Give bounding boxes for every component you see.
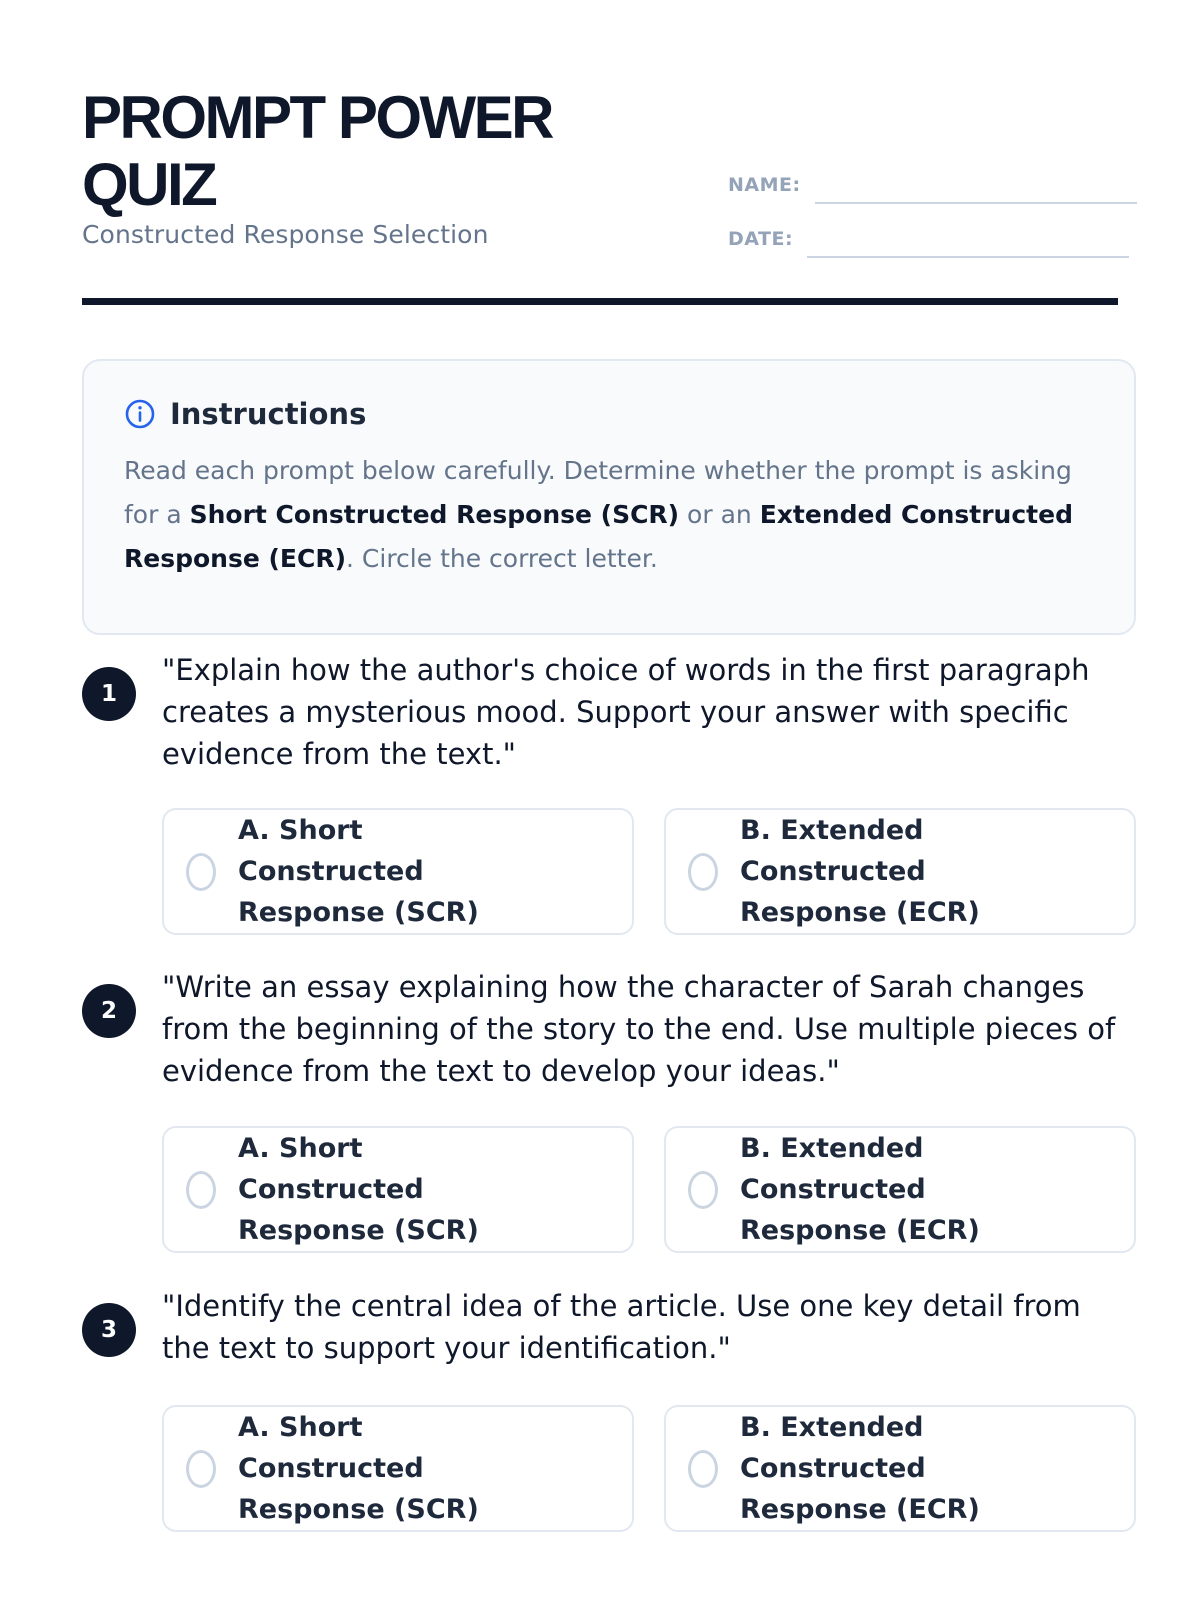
- question-number-badge: 2: [82, 984, 136, 1038]
- instructions-text: [124, 449, 1094, 581]
- name-input-line[interactable]: [815, 166, 1137, 204]
- question-number-badge: 3: [82, 1303, 136, 1357]
- answer-options: [162, 1126, 1136, 1253]
- name-label: NAME:: [728, 174, 801, 196]
- radio-circle-icon[interactable]: [186, 853, 216, 891]
- name-field: [728, 166, 1137, 204]
- answer-options: [162, 808, 1136, 935]
- option-label: B. Extended Constructed Response (ECR): [740, 1133, 980, 1246]
- date-field: [728, 220, 1129, 258]
- instructions-text-part: . Circle the correct letter.: [346, 544, 658, 573]
- instructions-text-part: Read each prompt below carefully. Determine whether the prompt is asking for a: [124, 456, 1072, 529]
- option-label: B. Extended Constructed Response (ECR): [740, 815, 980, 928]
- instructions-box: [82, 359, 1136, 635]
- instructions-title: Instructions: [170, 397, 367, 431]
- option-b-ecr[interactable]: [664, 1405, 1136, 1532]
- radio-circle-icon[interactable]: [688, 853, 718, 891]
- page-title: PROMPT POWER QUIZ: [82, 84, 553, 218]
- option-label: A. Short Constructed Response (SCR): [238, 1412, 479, 1525]
- radio-circle-icon[interactable]: [186, 1450, 216, 1488]
- question-prompt: "Identify the central idea of the article. Use one key detail from the text to support your identification.": [162, 1289, 1081, 1365]
- quiz-header: [82, 0, 1118, 305]
- question-number-badge: 1: [82, 667, 136, 721]
- answer-options: [162, 1405, 1136, 1532]
- scr-term: Short Constructed Response (SCR): [189, 500, 680, 529]
- date-input-line[interactable]: [807, 220, 1129, 258]
- ecr-term: Extended Constructed Response (ECR): [124, 500, 1073, 573]
- radio-circle-icon[interactable]: [186, 1171, 216, 1209]
- page-subtitle: Constructed Response Selection: [82, 220, 489, 249]
- option-label: B. Extended Constructed Response (ECR): [740, 1412, 980, 1525]
- option-label: A. Short Constructed Response (SCR): [238, 815, 479, 928]
- option-a-scr[interactable]: [162, 808, 634, 935]
- question-prompt: "Explain how the author's choice of words in the first paragraph creates a mysterious mood. Support your answer with specific evidence from the text.": [162, 653, 1090, 771]
- radio-circle-icon[interactable]: [688, 1450, 718, 1488]
- question-prompt: "Write an essay explaining how the character of Sarah changes from the beginning of the story to the end. Use multiple pieces of evidence from the text to develop your ideas.": [162, 970, 1116, 1088]
- option-label: A. Short Constructed Response (SCR): [238, 1133, 479, 1246]
- option-a-scr[interactable]: [162, 1405, 634, 1532]
- date-label: DATE:: [728, 228, 794, 250]
- radio-circle-icon[interactable]: [688, 1171, 718, 1209]
- option-b-ecr[interactable]: [664, 1126, 1136, 1253]
- instructions-heading: [124, 397, 1094, 431]
- instructions-text-part: or an: [679, 500, 760, 529]
- option-a-scr[interactable]: [162, 1126, 634, 1253]
- option-b-ecr[interactable]: [664, 808, 1136, 935]
- info-icon: [124, 398, 156, 430]
